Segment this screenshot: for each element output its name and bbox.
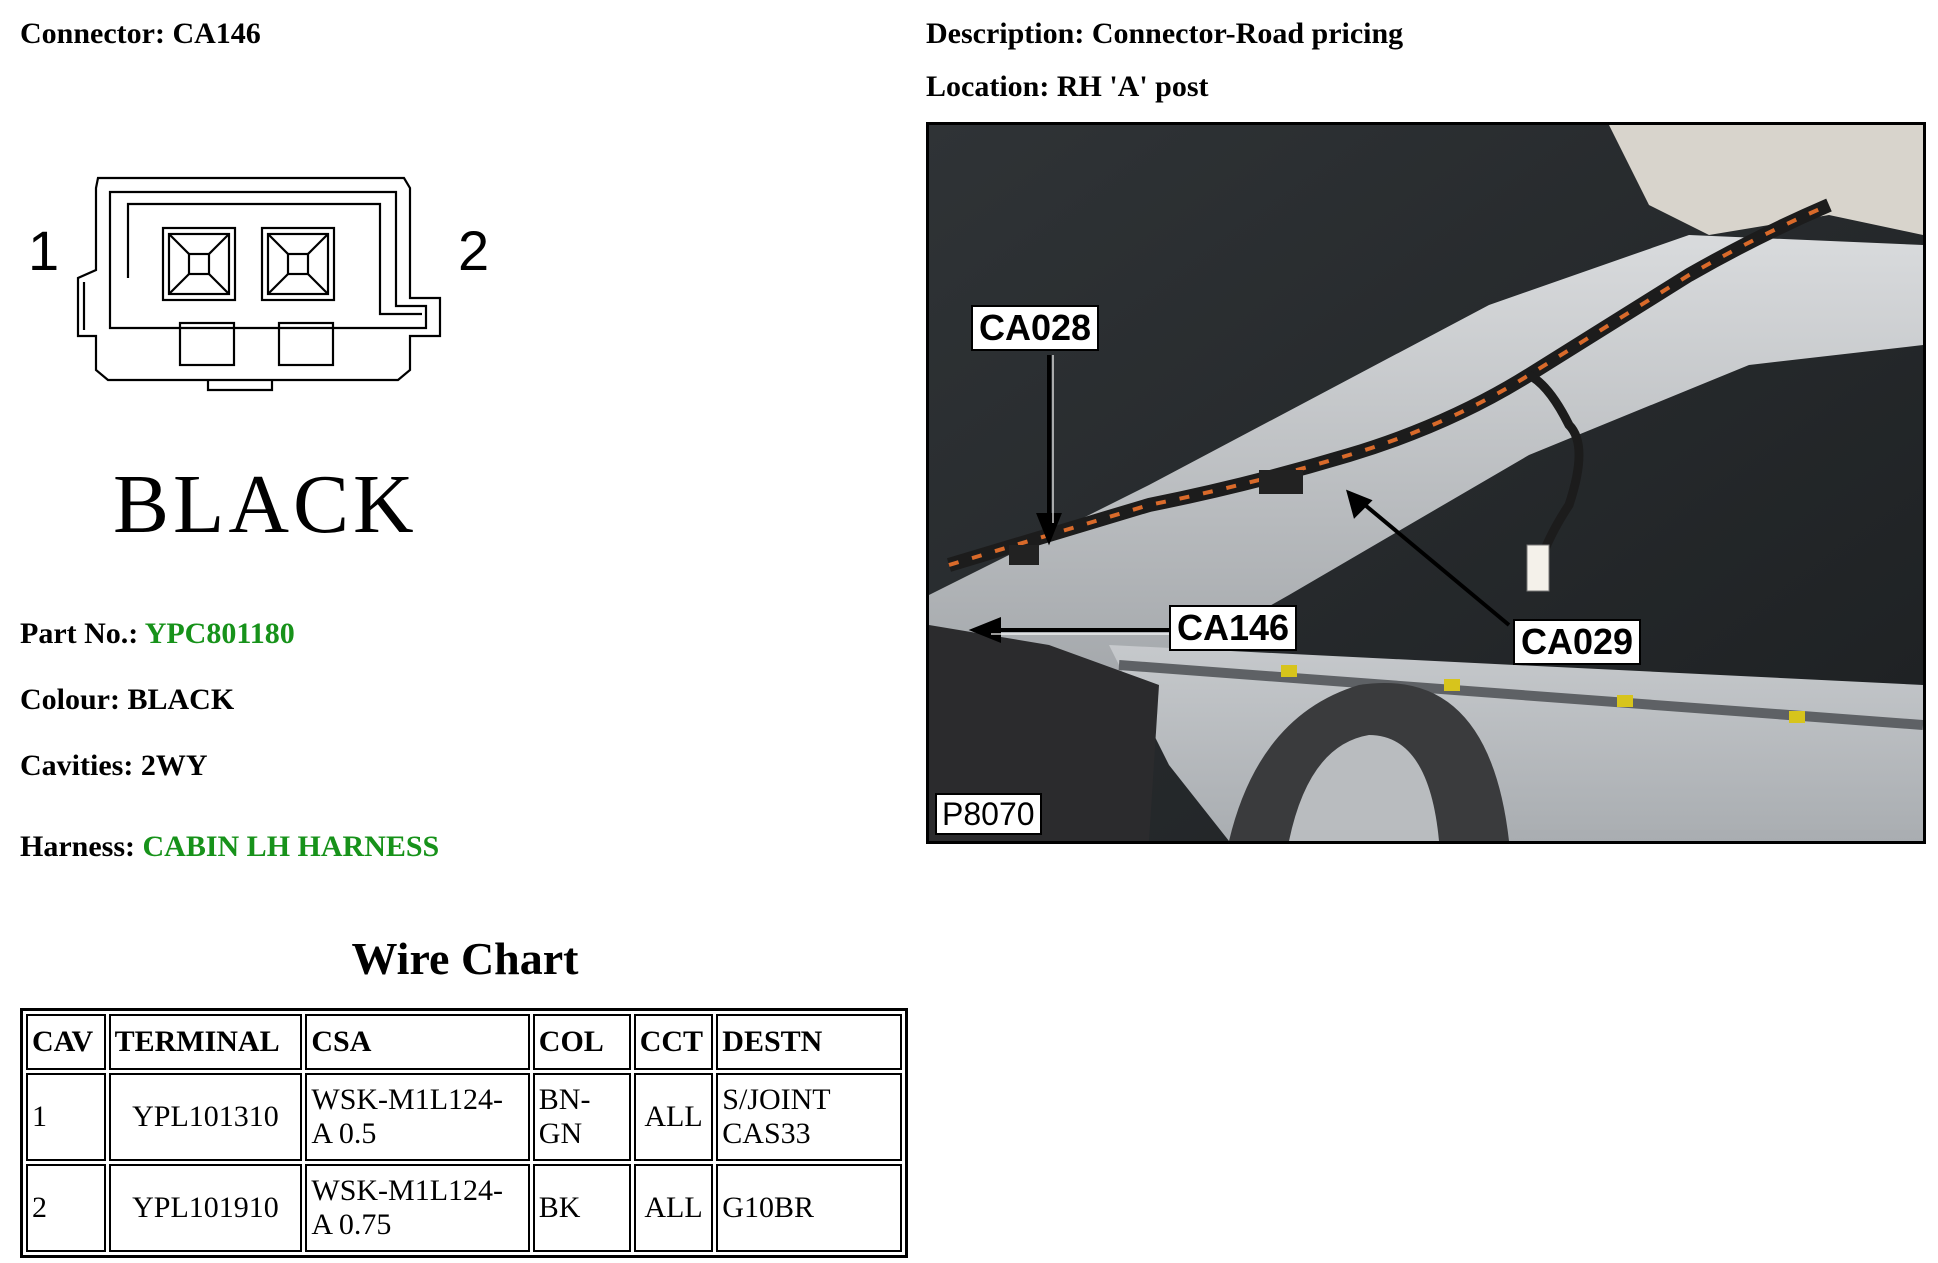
part-no-link[interactable]: YPC801180 bbox=[144, 617, 295, 650]
cell-destn: S/JOINT CAS33 bbox=[716, 1073, 902, 1161]
pin-1-label: 1 bbox=[28, 219, 60, 282]
location-field bbox=[926, 70, 1209, 104]
header-destn: DESTN bbox=[716, 1014, 902, 1070]
cavities-label: Cavities: bbox=[20, 749, 134, 782]
header-cav: CAV bbox=[26, 1014, 106, 1070]
wire-chart-title: Wire Chart bbox=[351, 933, 579, 984]
harness-link[interactable]: CABIN LH HARNESS bbox=[142, 830, 440, 863]
colour-field bbox=[20, 683, 234, 717]
callout-ca029: CA029 bbox=[1513, 619, 1641, 665]
part-no-field bbox=[20, 617, 295, 651]
cell-cav: 2 bbox=[26, 1164, 106, 1252]
cavities-field bbox=[20, 749, 207, 783]
cell-terminal: YPL101910 bbox=[109, 1164, 303, 1252]
cell-terminal: YPL101310 bbox=[109, 1073, 303, 1161]
description-value: Connector-Road pricing bbox=[1091, 17, 1404, 50]
part-no-label: Part No.: bbox=[20, 617, 139, 650]
cavities-value: 2WY bbox=[140, 749, 208, 782]
harness-label: Harness: bbox=[20, 830, 135, 863]
wire-chart-table bbox=[20, 1008, 908, 1258]
pin-2-label: 2 bbox=[458, 219, 490, 282]
table-header-row bbox=[26, 1014, 902, 1070]
callout-ca028: CA028 bbox=[971, 305, 1099, 351]
connector-value: CA146 bbox=[172, 17, 261, 50]
colour-value: BLACK bbox=[127, 683, 235, 716]
cell-cct: ALL bbox=[634, 1073, 714, 1161]
description-label: Description: bbox=[926, 17, 1085, 50]
table-row bbox=[26, 1164, 902, 1252]
callout-ca146: CA146 bbox=[1169, 605, 1297, 651]
cell-destn: G10BR bbox=[716, 1164, 902, 1252]
cell-col: BN-GN bbox=[533, 1073, 631, 1161]
header-col: COL bbox=[533, 1014, 631, 1070]
callout-arrows bbox=[929, 125, 1923, 841]
connector-label: Connector: bbox=[20, 17, 165, 50]
description-field bbox=[926, 17, 1403, 51]
connector-colour-text: BLACK bbox=[113, 458, 418, 551]
header-cct: CCT bbox=[634, 1014, 714, 1070]
location-value: RH 'A' post bbox=[1056, 70, 1209, 103]
harness-field bbox=[20, 830, 439, 864]
cell-csa: WSK-M1L124-A 0.75 bbox=[305, 1164, 529, 1252]
location-label: Location: bbox=[926, 70, 1050, 103]
cell-csa: WSK-M1L124-A 0.5 bbox=[305, 1073, 529, 1161]
photo-id-label: P8070 bbox=[935, 793, 1042, 835]
table-row bbox=[26, 1073, 902, 1161]
header-csa: CSA bbox=[305, 1014, 529, 1070]
colour-label: Colour: bbox=[20, 683, 120, 716]
cell-cct: ALL bbox=[634, 1164, 714, 1252]
header-terminal: TERMINAL bbox=[109, 1014, 303, 1070]
location-photo bbox=[926, 122, 1926, 844]
connector-field bbox=[20, 17, 261, 51]
cell-cav: 1 bbox=[26, 1073, 106, 1161]
connector-face-diagram bbox=[18, 160, 518, 560]
cell-col: BK bbox=[533, 1164, 631, 1252]
